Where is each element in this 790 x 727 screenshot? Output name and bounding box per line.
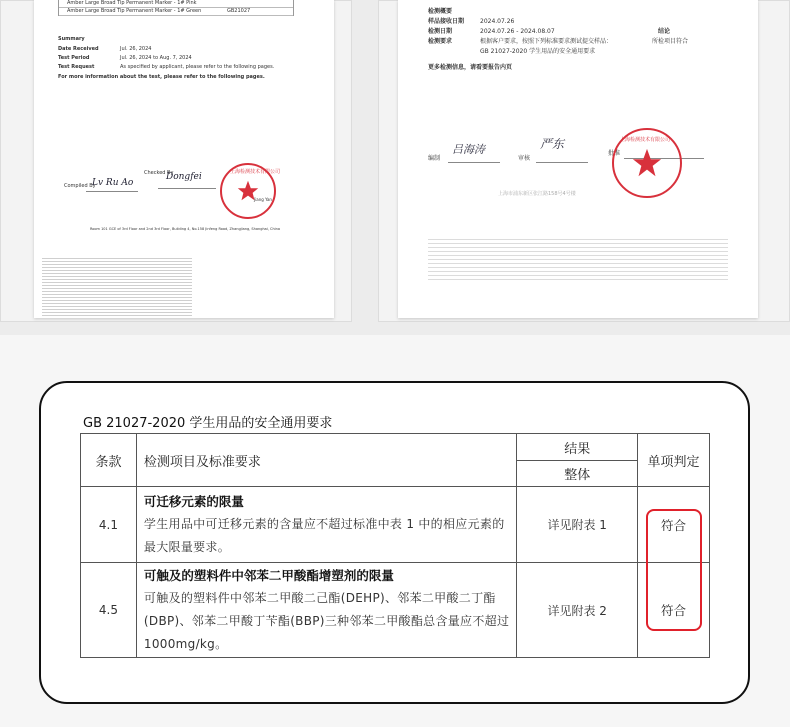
row-label-3: 检测要求 bbox=[428, 38, 453, 45]
row-label-2: 检测日期 bbox=[428, 28, 453, 35]
header-item: 检测项目及标准要求 bbox=[136, 434, 516, 487]
row-judgement: 符合 bbox=[638, 487, 710, 563]
header-result: 结果 bbox=[517, 434, 638, 461]
report-page-chinese bbox=[398, 0, 758, 318]
right-address: 上海市浦东新区张江路158号4号楼 bbox=[498, 191, 576, 197]
checker-signature: 严东 bbox=[540, 137, 565, 151]
row-label-1: 样品接收日期 bbox=[428, 18, 465, 25]
row-result: 详见附表 2 bbox=[517, 563, 638, 658]
row-item-body: 学生用品中可迁移元素的含量应不超过标准中表 1 中的相应元素的最大限量要求。 bbox=[143, 517, 505, 554]
row-clause: 4.5 bbox=[81, 563, 137, 658]
table-row bbox=[81, 487, 710, 563]
date-received-value: Jul. 26, 2024 bbox=[120, 46, 152, 52]
row-item-title: 可触及的塑料件中邻苯二甲酸酯增塑剂的限量 bbox=[143, 568, 394, 583]
report-photo bbox=[0, 0, 790, 335]
test-result-table bbox=[80, 433, 710, 658]
summary-label: Summary bbox=[58, 36, 85, 42]
test-request-value: As specified by applicant, please refer to the following pages. bbox=[120, 64, 275, 70]
conclusion-value: 所检项目符合 bbox=[652, 38, 689, 45]
header-clause: 条款 bbox=[81, 434, 137, 487]
more-info-cn: 更多检测信息，请看要报告内页 bbox=[428, 64, 513, 71]
row-label-0: 检测概要 bbox=[428, 8, 453, 15]
summary-code: GB21027 bbox=[227, 8, 251, 14]
test-request-label: Test Request bbox=[58, 64, 95, 70]
official-stamp-right bbox=[612, 128, 682, 198]
test-period-value: Jul. 26, 2024 to Aug. 7, 2024 bbox=[120, 55, 192, 61]
checked-by-label: Checked By bbox=[144, 170, 174, 176]
pass-highlight-box bbox=[646, 509, 702, 631]
row-item bbox=[136, 487, 516, 563]
approved-name: Jiang Yan bbox=[254, 197, 272, 202]
report-page-english bbox=[34, 0, 334, 318]
date-received-label: Date Received bbox=[58, 46, 99, 52]
row-value-1: 2024.07.26 bbox=[480, 18, 515, 25]
left-address: Room 101 GCE of 3rd Floor and 2nd 3rd Floor, Building 4, No.158 Jinfeng Road, Zhangjiang, Shanghai, China bbox=[90, 227, 281, 231]
conclusion-label: 结论 bbox=[658, 28, 671, 35]
row-value-2: 2024.07.26 - 2024.08.07 bbox=[480, 28, 555, 35]
compiled-by-label: Compiled By bbox=[64, 183, 96, 189]
row-item-title: 可迁移元素的限量 bbox=[143, 494, 244, 509]
table-header-row bbox=[81, 434, 710, 461]
row-item bbox=[136, 563, 516, 658]
row-value-3: 根据客户要求，按照下列标准要求测试提交样品： bbox=[480, 38, 613, 45]
table-row bbox=[81, 563, 710, 658]
summary-mini-table bbox=[58, 0, 294, 16]
header-result-sub: 整体 bbox=[517, 461, 638, 487]
summary-row-1: Amber Large Broad Tip Permanent Marker - 1# Pink bbox=[67, 0, 197, 6]
checker-label: 审核 bbox=[518, 155, 531, 162]
standard-title: GB 21027-2020 学生用品的安全通用要求 bbox=[83, 416, 333, 431]
official-stamp-left bbox=[220, 163, 281, 219]
terms-fine-print bbox=[42, 256, 192, 316]
row-clause: 4.1 bbox=[81, 487, 137, 563]
checked-signature: Dongfei bbox=[166, 172, 202, 182]
test-period-label: Test Period bbox=[58, 55, 90, 61]
row-result: 详见附表 1 bbox=[517, 487, 638, 563]
header-judgement: 单项判定 bbox=[638, 434, 710, 487]
stamp-text-left: 上海检测技术有限公司 bbox=[230, 169, 281, 175]
row-judgement: 符合 bbox=[638, 563, 710, 658]
compiler-signature: 吕海涛 bbox=[452, 143, 485, 156]
row-item-body: 可触及的塑料件中邻苯二甲酸二己酯(DEHP)、邻苯二甲酸二丁酯(DBP)、邻苯二甲酸丁苄酯(BBP)三种邻苯二甲酸酯总含量应不超过 1000mg/kg。 bbox=[143, 591, 510, 651]
disclaimer-fine-print bbox=[428, 236, 728, 282]
compiler-label: 编制 bbox=[428, 155, 441, 162]
more-info-text: For more information about the test, please refer to the following pages. bbox=[58, 74, 265, 80]
stamp-text-right: 上海检测技术有限公司 bbox=[620, 137, 671, 143]
compiled-signature: Lv Ru Ao bbox=[92, 178, 134, 188]
approver-label: 批准 bbox=[608, 150, 621, 157]
row-value-4: GB 21027-2020 学生用品的安全通用要求 bbox=[480, 48, 596, 55]
summary-row-2: Amber Large Broad Tip Permanent Marker - 1# Green bbox=[67, 8, 202, 14]
